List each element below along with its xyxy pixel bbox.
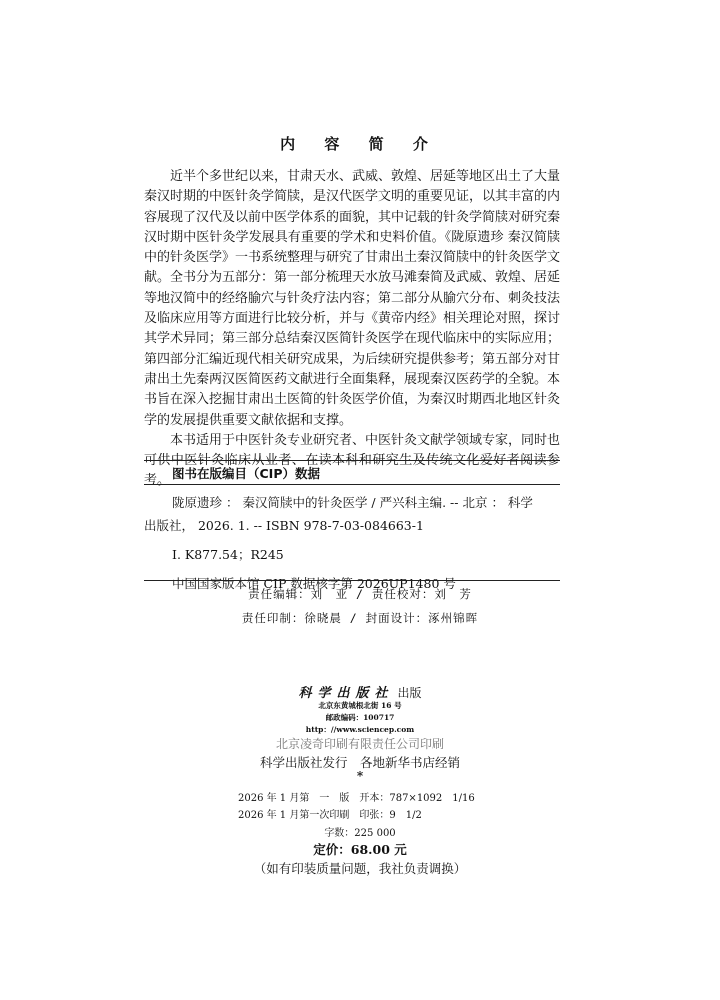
publisher-name: 科学出版社 (298, 686, 394, 701)
page-title: 内 容 简 介 (280, 135, 440, 153)
cip-heading: 图书在版编目（CIP）数据 (172, 466, 320, 481)
separator-star: * (356, 769, 364, 783)
printer-line: 北京凌奇印刷有限责任公司印刷 (275, 737, 444, 751)
cip-block (144, 491, 560, 594)
cip-classification: Ⅰ. K877.54；R245 (172, 547, 284, 562)
editor-credits: 责任编辑：刘 亚 / 责任校对：刘 芳 (248, 587, 472, 601)
cip-record-line-2: 出版社， 2026. 1. -- ISBN 978-7-03-084663-1 (144, 518, 424, 533)
cip-record-line-1: 陇原遗珍 ： 秦汉简牍中的针灸医学 / 严兴科主编. -- 北京 ： 科学 (172, 495, 533, 510)
price: 定价：68.00 元 (313, 842, 407, 857)
edition-line: 2026 年 1 月第 一 版 开本：787×1092 1/16 (238, 793, 475, 804)
cip-top-rule (144, 460, 560, 461)
content-summary (144, 167, 560, 492)
publisher-website: http：//www.sciencep.com (305, 725, 415, 734)
word-count: 字数：225 000 (324, 828, 396, 839)
cip-bottom-rule (144, 580, 560, 581)
production-credits: 责任印制：徐晓晨 / 封面设计：涿州锦晖 (241, 611, 479, 625)
summary-paragraph-1: 近半个多世纪以来，甘肃天水、武威、敦煌、居延等地区出土了大量秦汉时期的中医针灸学简牍，是汉代医学文明的重要见证，以其丰富的内容展现了汉代及以前中医学体系的面貌，其中记载的针灸学简牍对研究秦汉时期中医针灸学发展具有重要的学术和史料价值。《陇原遗珍 秦汉简牍中的针灸医学》一书系统整理与研究了甘肃出土秦汉简牍中的针灸医学文献。全书分为五部分：第一部分梳理天水放马滩秦简及武威、敦煌、居延等地汉简中的经络腧穴与针灸疗法内容；第二部分从腧穴分布、刺灸技法及临床应用等方面进行比较分析，并与《黄帝内经》相关理论对照，探讨其学术异同；第三部分总结秦汉医简针灸医学在现代临床中的实际应用；第四部分汇编近现代相关研究成果，为后续研究提供参考；第五部分对甘肃出土先秦两汉医简医药文献进行全面集释，展现秦汉医药学的全貌。本书旨在深入挖掘甘肃出土医简的针灸医学价值，为秦汉时期西北地区针灸学的发展提供重要文献依据和支撑。 (144, 169, 561, 428)
publisher-postcode: 邮政编码：100717 (325, 713, 395, 722)
distribution-line: 科学出版社发行 各地新华书店经销 (259, 755, 460, 770)
publisher-address: 北京东黄城根北街 16 号 (318, 701, 402, 710)
printing-line: 2026 年 1 月第一次印刷 印张：9 1/2 (238, 810, 422, 821)
publisher-line (0, 682, 720, 701)
summary-paragraph-2: 本书适用于中医针灸专业研究者、中医针灸文献学领域专家，同时也可供中医针灸临床从业者、在读本科和研究生及传统文化爱好者阅读参考。 (144, 432, 561, 489)
cip-check-number: 中国国家版本馆 CIP 数据核字第 2026UP1480 号 (172, 576, 456, 591)
publisher-suffix: 出版 (397, 686, 422, 700)
cip-heading-rule (144, 484, 560, 485)
quality-notice: （如有印装质量问题，我社负责调换） (253, 861, 467, 876)
